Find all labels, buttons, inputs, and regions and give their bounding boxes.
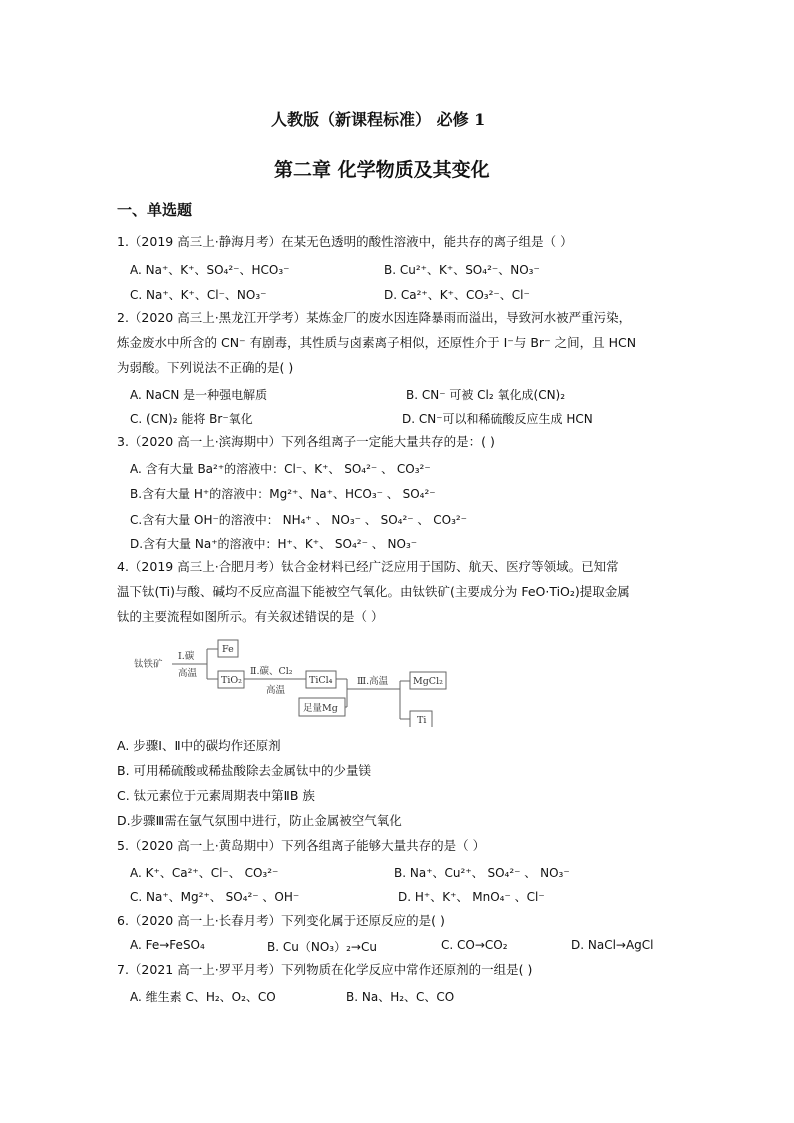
flow-step2-bottom: 高温 (266, 685, 286, 696)
option-a: A. Fe→FeSO₄ (130, 938, 205, 952)
option-a: A. NaCN 是一种强电解质 (130, 388, 268, 402)
option-b: B. Cu（NO₃）₂→Cu (267, 940, 377, 954)
option-a: A. 步骤Ⅰ、Ⅱ中的碳均作还原剂 (117, 738, 281, 753)
question-stem-line: 3.（2020 高一上·滨海期中）下列各组离子一定能大量共存的是：( ) (117, 434, 495, 449)
question-stem-line: 7.（2021 高一上·罗平月考）下列物质在化学反应中常作还原剂的一组是( ) (117, 962, 533, 977)
flow-step1-top: Ⅰ.碳 (178, 651, 195, 662)
question-stem-line: 炼金废水中所含的 CN⁻ 有剧毒，其性质与卤素离子相似，还原性介于 I⁻与 Br⁻ 之间，且 HCN (117, 335, 637, 350)
question-stem-line: 2.（2020 高三上·黑龙江开学考）某炼金厂的废水因连降暴雨而溢出，导致河水被严重污染， (117, 310, 632, 325)
option-c: C. 钛元素位于元素周期表中第ⅡB 族 (117, 788, 315, 803)
flow-step1-bottom: 高温 (178, 668, 198, 679)
flow-mgcl2-box: MgCl₂ (413, 676, 443, 687)
question-stem-line: 6.（2020 高一上·长春月考）下列变化属于还原反应的是( ) (117, 913, 445, 928)
option-a: A. Na⁺、K⁺、SO₄²⁻、HCO₃⁻ (130, 263, 290, 277)
option-b: B. 可用稀硫酸或稀盐酸除去金属钛中的少量镁 (117, 763, 372, 778)
option-c: C. Na⁺、K⁺、Cl⁻、NO₃⁻ (130, 288, 267, 302)
question-stem-line: 钛的主要流程如图所示。有关叙述错误的是（ ） (117, 609, 384, 624)
flow-tio2-box: TiO₂ (221, 675, 242, 686)
option-b: B.含有大量 H⁺的溶液中：Mg²⁺、Na⁺、HCO₃⁻ 、 SO₄²⁻ (130, 487, 436, 501)
option-d: D.步骤Ⅲ需在氩气氛围中进行，防止金属被空气氧化 (117, 813, 402, 828)
option-c: C.含有大量 OH⁻的溶液中： NH₄⁺ 、 NO₃⁻ 、 SO₄²⁻ 、 CO₃²⁻ (130, 513, 468, 527)
question-stem-line: 4.（2019 高三上·合肥月考）钛合金材料已经广泛应用于国防、航天、医疗等领域。已知常 (117, 559, 619, 574)
section-heading: 一、单选题 (117, 201, 193, 219)
document-title: 人教版（新课程标准） 必修 1 (271, 110, 486, 129)
question-stem-line: 为弱酸。下列说法不正确的是( ) (117, 360, 294, 375)
option-c: C. Na⁺、Mg²⁺、 SO₄²⁻ 、OH⁻ (130, 890, 300, 904)
option-b: B. Na⁺、Cu²⁺、 SO₄²⁻ 、 NO₃⁻ (394, 866, 570, 880)
flow-fe-box: Fe (222, 644, 234, 655)
flow-step2-top: Ⅱ.碳、Cl₂ (250, 666, 293, 677)
option-a: A. K⁺、Ca²⁺、Cl⁻、 CO₃²⁻ (130, 866, 279, 880)
flow-mg-box: 足量Mg (303, 703, 338, 714)
flow-step3-top: Ⅲ.高温 (357, 676, 389, 687)
titanium-process-flowchart (132, 637, 452, 731)
question-stem-line: 温下钛(Ti)与酸、碱均不反应高温下能被空气氧化。由钛铁矿(主要成分为 FeO·TiO₂)提取金属 (117, 584, 630, 599)
option-d: D. Ca²⁺、K⁺、CO₃²⁻、Cl⁻ (384, 288, 530, 302)
option-a: A. 维生素 C、H₂、O₂、CO (130, 990, 276, 1004)
option-d: D. NaCl→AgCl (571, 938, 654, 952)
flow-ticl4-box: TiCl₄ (309, 675, 333, 686)
flow-start-label: 钛铁矿 (134, 659, 163, 670)
option-b: B. Na、H₂、C、CO (346, 990, 455, 1004)
question-stem-line: 1.（2019 高三上·静海月考）在某无色透明的酸性溶液中，能共存的离子组是（ ） (117, 234, 573, 249)
option-a: A. 含有大量 Ba²⁺的溶液中：Cl⁻、K⁺、 SO₄²⁻ 、 CO₃²⁻ (130, 462, 431, 476)
chapter-title: 第二章 化学物质及其变化 (274, 159, 490, 181)
option-c: C. (CN)₂ 能将 Br⁻氧化 (130, 412, 253, 426)
option-b: B. CN⁻ 可被 Cl₂ 氧化成(CN)₂ (406, 388, 566, 402)
option-c: C. CO→CO₂ (441, 938, 508, 952)
option-b: B. Cu²⁺、K⁺、SO₄²⁻、NO₃⁻ (384, 263, 540, 277)
flow-ti-box: Ti (417, 715, 427, 726)
option-d: D. H⁺、K⁺、 MnO₄⁻ 、Cl⁻ (398, 890, 545, 904)
option-d: D. CN⁻可以和稀硫酸反应生成 HCN (402, 412, 593, 426)
question-stem-line: 5.（2020 高一上·黄岛期中）下列各组离子能够大量共存的是（ ） (117, 838, 486, 853)
option-d: D.含有大量 Na⁺的溶液中：H⁺、K⁺、 SO₄²⁻ 、 NO₃⁻ (130, 537, 418, 551)
